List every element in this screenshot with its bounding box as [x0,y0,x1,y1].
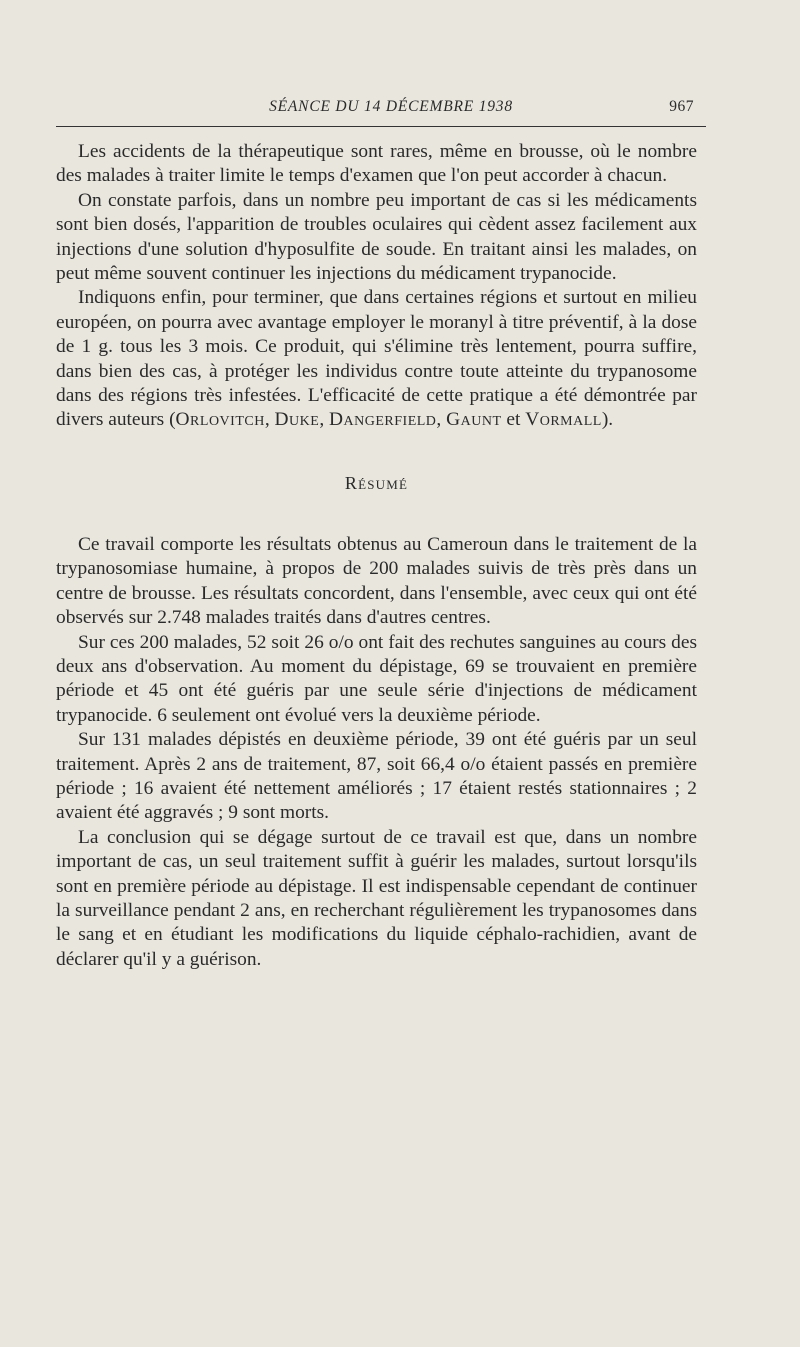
separator: et [501,409,526,431]
header-title: SÉANCE DU 14 DÉCEMBRE 1938 [269,98,513,115]
section-heading: Résumé [344,472,409,493]
author-name: Orlovitch [175,409,265,431]
paragraph-text: Indiquons enfin, pour terminer, que dans certaines régions et surtout en milieu européen, on pourra avec avantage employer le moranyl à titre préventif, à la dose de 1 g. tous les 3 mois. Ce produit, qui s'élimine très lentement, pourra suffire, dans bien des cas, à protéger les individus contre toute atteinte du trypanosome dans des régions très infestées. L'efficacité de cette pratique a été démontrée par divers auteurs ( [56,287,697,431]
closing-punctuation: ). [601,409,614,431]
summary-paragraph: Sur ces 200 malades, 52 soit 26 o/o ont fait des rechutes sanguines au cours des deux ans d'observation. Au moment du dépistage, 69 se trouvaient en première période et 45 ont été guéris par une seule série d'injections de médicament trypanocide. 6 seulement ont évolué vers la deuxième période. [56,631,697,726]
summary-paragraph: La conclusion qui se dégage surtout de ce travail est que, dans un nombre important de cas, un seul traitement suffit à guérir les malades, surtout lorsqu'ils sont en première période au dépistage. Il est indispensable cependant de continuer la surveillance pendant 2 ans, en recherchant régulièrement les trypanosomes dans le sang et en étudiant les modifications du liquide céphalo-rachidien, avant de déclarer qu'il y a guérison. [56,826,697,970]
running-header [56,98,696,122]
separator: , [436,409,447,431]
header-rule [56,126,706,127]
author-name: Duke [274,409,320,431]
author-name: Dangerfield [329,409,437,431]
paragraph-with-authors [56,286,697,432]
separator: , [264,409,275,431]
author-name: Gaunt [446,409,502,431]
page-number: 967 [669,98,694,115]
summary-paragraph: Sur 131 malades dépistés en deuxième période, 39 ont été guéris par un seul traitement. Après 2 ans de traitement, 87, soit 66,4 o/o étaient passés en première période ; 16 avaient été nettement améliorés ; 17 étaient restés stationnaires ; 2 avaient été aggravés ; 9 sont morts. [56,729,697,824]
body-text [56,140,697,972]
author-name: Vormall [525,409,602,431]
separator: , [319,409,330,431]
paragraph: Les accidents de la thérapeutique sont rares, même en brousse, où le nombre des malades à traiter limite le temps d'examen que l'on peut accorder à chacun. [56,141,697,187]
summary-paragraph: Ce travail comporte les résultats obtenus au Cameroun dans le traitement de la trypanosomiase humaine, à propos de 200 malades suivis de très près dans un centre de brousse. Les résultats concordent, dans l'ensemble, avec ceux qui ont été observés sur 2.748 malades traités dans d'autres centres. [56,533,697,629]
paragraph: On constate parfois, dans un nombre peu important de cas si les médicaments sont bien dosés, l'apparition de troubles oculaires qui cèdent assez facilement aux injections d'une solution d'hyposulfite de soude. En traitant ainsi les malades, on peut même souvent continuer les injections du médicament trypanocide. [56,189,697,285]
